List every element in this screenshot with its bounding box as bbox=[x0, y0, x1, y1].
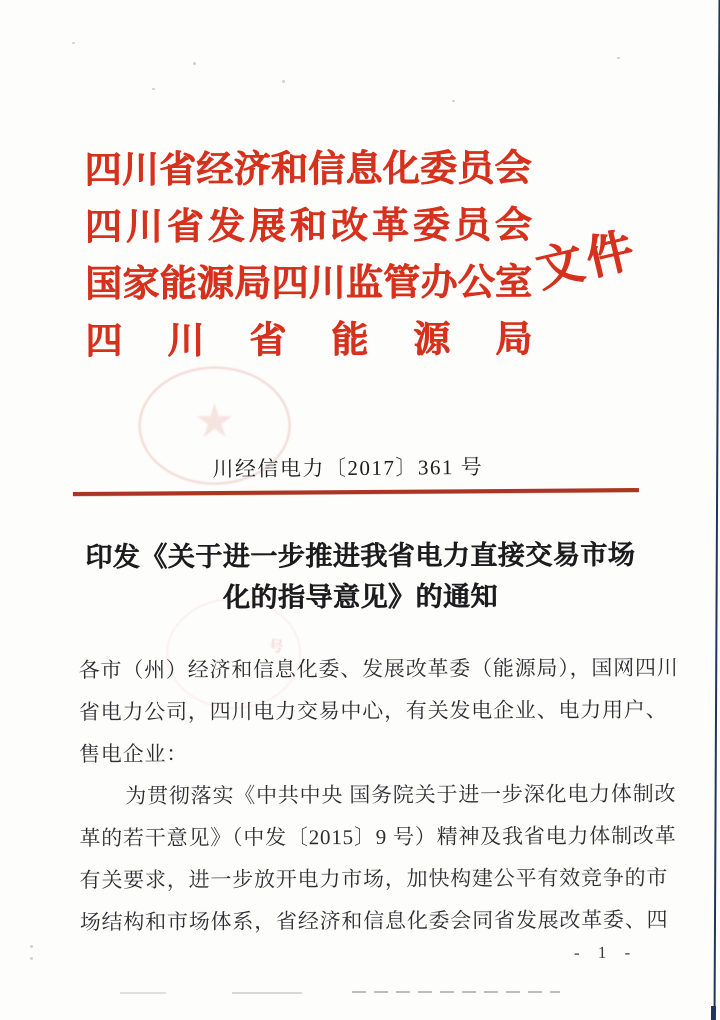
body-line: 有关要求，进一步放开电力市场，加快构建公平有效竞争的市 bbox=[79, 865, 669, 893]
seal-star-icon: ★ bbox=[193, 393, 236, 449]
page-number: - 1 - bbox=[573, 942, 638, 963]
document-number: 川经信电力〔2017〕361 号 bbox=[212, 454, 484, 482]
body-line: 革的若干意见》（中发〔2015〕9 号）精神及我省电力体制改革 bbox=[79, 823, 677, 851]
body-line: 为贯彻落实《中共中央 国务院关于进一步深化电力体制改 bbox=[125, 781, 677, 809]
red-separator-rule bbox=[73, 488, 639, 496]
seal-residue-text: 号 bbox=[267, 638, 285, 657]
document-title bbox=[54, 535, 666, 620]
body-line: 各市（州）经济和信息化委、发展改革委（能源局），国网四川 bbox=[78, 655, 679, 683]
body-line: 售电企业： bbox=[79, 741, 189, 767]
title-line: 印发《关于进一步推进我省电力直接交易市场 bbox=[85, 539, 636, 573]
authority-line-2: 四 川 省 发 展 和 改 革 委 员 会 bbox=[84, 204, 532, 248]
scan-edge-mark bbox=[711, 1006, 716, 1020]
authority-line-1: 四 川 省 经 济 和 信 息 化 委 员 会 bbox=[84, 147, 532, 191]
authority-line-4: 四 川 省 能 源 局 bbox=[85, 318, 533, 362]
doc-type-label: 文件 bbox=[531, 223, 643, 298]
title-line: 化的指导意见》的通知 bbox=[222, 581, 498, 613]
body-line: 场结构和市场体系，省经济和信息化委会同省发展改革委、四 bbox=[79, 907, 669, 935]
authority-line-3: 国 家 能 源 局 四 川 监 管 办 公 室 bbox=[84, 261, 533, 305]
body-line: 省电力公司，四川电力交易中心，有关发电企业、电力用户、 bbox=[78, 697, 668, 725]
issuing-authorities bbox=[84, 135, 532, 365]
document-body bbox=[78, 647, 679, 943]
